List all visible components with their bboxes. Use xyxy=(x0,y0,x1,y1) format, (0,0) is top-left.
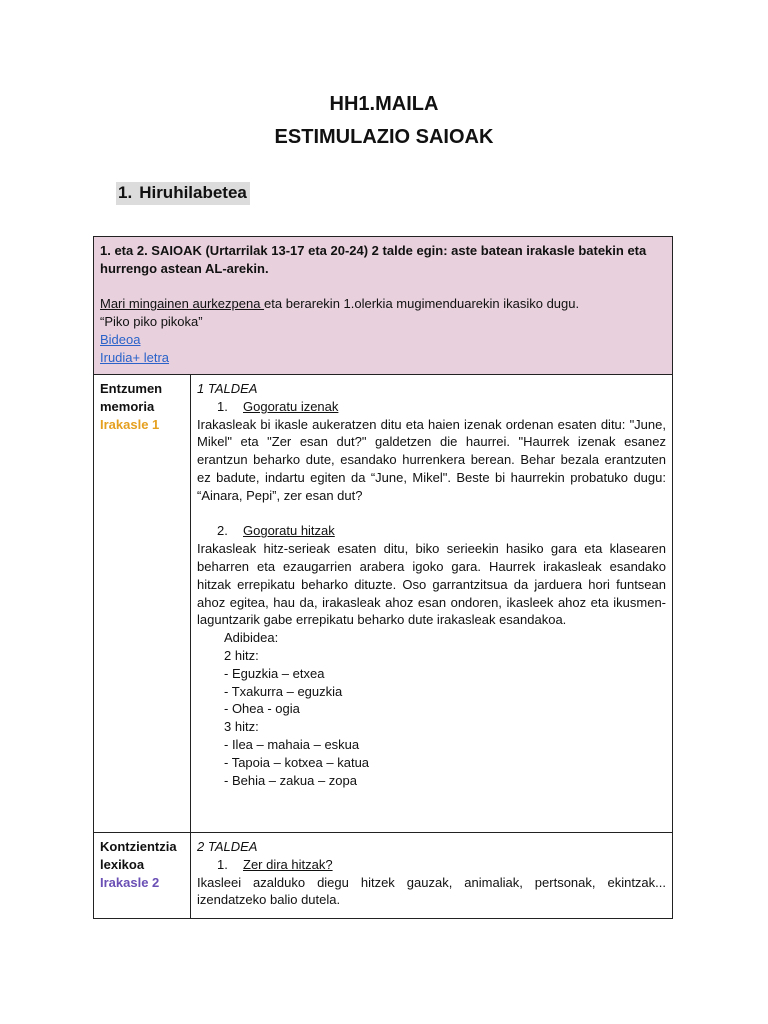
presentation-line xyxy=(100,295,666,313)
example-line: - Tapoia – kotxea – katua xyxy=(224,754,370,770)
document-subtitle: ESTIMULAZIO SAIOAK xyxy=(274,126,494,148)
row-label: Entzumen xyxy=(100,381,163,396)
activity-cell xyxy=(191,833,673,919)
section-number: 1. xyxy=(118,183,133,202)
section-label: Hiruhilabetea xyxy=(139,183,247,202)
row-label-cell xyxy=(94,375,191,833)
presentation-link[interactable]: Mari mingainen aurkezpena xyxy=(100,296,265,312)
example-line: Adibidea: xyxy=(224,630,279,646)
activity-description: Irakasleak hitz-serieak esaten ditu, biko serieekin hasiko gara eta klasearen beharren eta ezaugarrien arabera igoko gara. Haurrek irakasleak esandako hitzak errepikatu beharko dituzte. Oso garrantzitsua da jarduera hori funtsean ahoz egitea, hau da, irakasleak ahoz esan ondoren, ikasleek ahoz eta ikusmen-laguntzarik gabe errepikatu beharko dute irakasleak esandakoa. xyxy=(197,541,666,628)
activity-title xyxy=(197,856,666,874)
poem-title: “Piko piko pikoka” xyxy=(100,314,203,330)
image-letter-link[interactable]: Irudia+ letra xyxy=(100,349,170,365)
row-label-cell xyxy=(94,833,191,919)
activity-description: Ikasleei azalduko diegu hitzek gauzak, animaliak, pertsonak, ekintzak... izendatzeko balio dutela. xyxy=(197,874,666,908)
activity-number: 2. xyxy=(217,523,228,539)
activity-number: 1. xyxy=(217,398,228,414)
example-line: - Behia – zakua – zopa xyxy=(224,772,357,788)
example-line: - Ilea – mahaia – eskua xyxy=(224,736,360,752)
activity-title xyxy=(197,522,666,540)
example-line: 3 hitz: xyxy=(224,719,259,735)
example-line: 2 hitz: xyxy=(224,647,259,663)
group-label: 2 TALDEA xyxy=(197,839,258,854)
section-heading xyxy=(116,182,250,205)
activity-name: Gogoratu izenak xyxy=(243,398,339,414)
activity-description: Irakasleak bi ikasle aukeratzen ditu eta haien izenak ordenan esaten ditu: "June, Mikel" eta "Zer esan dut?" galdetzen die haurrei. "Haurrek izenak esanez erantzun beharko dute, esandako hurrenkera berean. Behar bezala erantzuten ez badute, indartu egiten da “June, Mikel". Beste bi haurrekin probatuko dugu: “Ainara, Pepi”, zer esan dut? xyxy=(197,416,666,503)
presentation-text: eta berarekin 1.olerkia mugimenduarekin ikasiko dugu. xyxy=(264,296,580,312)
activity-title xyxy=(197,398,666,416)
example-line: - Eguzkia – etxea xyxy=(224,665,325,681)
session-header: 1. eta 2. SAIOAK (Urtarrilak 13-17 eta 20-24) 2 talde egin: aste batean irakasle batekin eta hurrengo astean AL-arekin. xyxy=(100,243,647,276)
row-label-cont: memoria xyxy=(100,398,155,414)
teacher-label: Irakasle 1 xyxy=(100,416,160,432)
video-link[interactable]: Bideoa xyxy=(100,331,141,347)
example-line: - Ohea - ogia xyxy=(224,701,300,717)
row-label: Kontzientzia xyxy=(100,839,177,854)
document-title: HH1.MAILA xyxy=(329,93,439,115)
activity-name: Zer dira hitzak? xyxy=(243,856,333,872)
example-line: - Txakurra – eguzkia xyxy=(224,683,343,699)
intro-cell xyxy=(94,237,673,375)
activity-name: Gogoratu hitzak xyxy=(243,523,335,539)
activity-number: 1. xyxy=(217,856,228,872)
examples-list xyxy=(197,629,666,789)
group-label: 1 TALDEA xyxy=(197,381,258,396)
row-label-cont: lexikoa xyxy=(100,856,145,872)
sessions-table xyxy=(93,236,673,919)
activity-cell xyxy=(191,375,673,833)
teacher-label: Irakasle 2 xyxy=(100,874,160,890)
